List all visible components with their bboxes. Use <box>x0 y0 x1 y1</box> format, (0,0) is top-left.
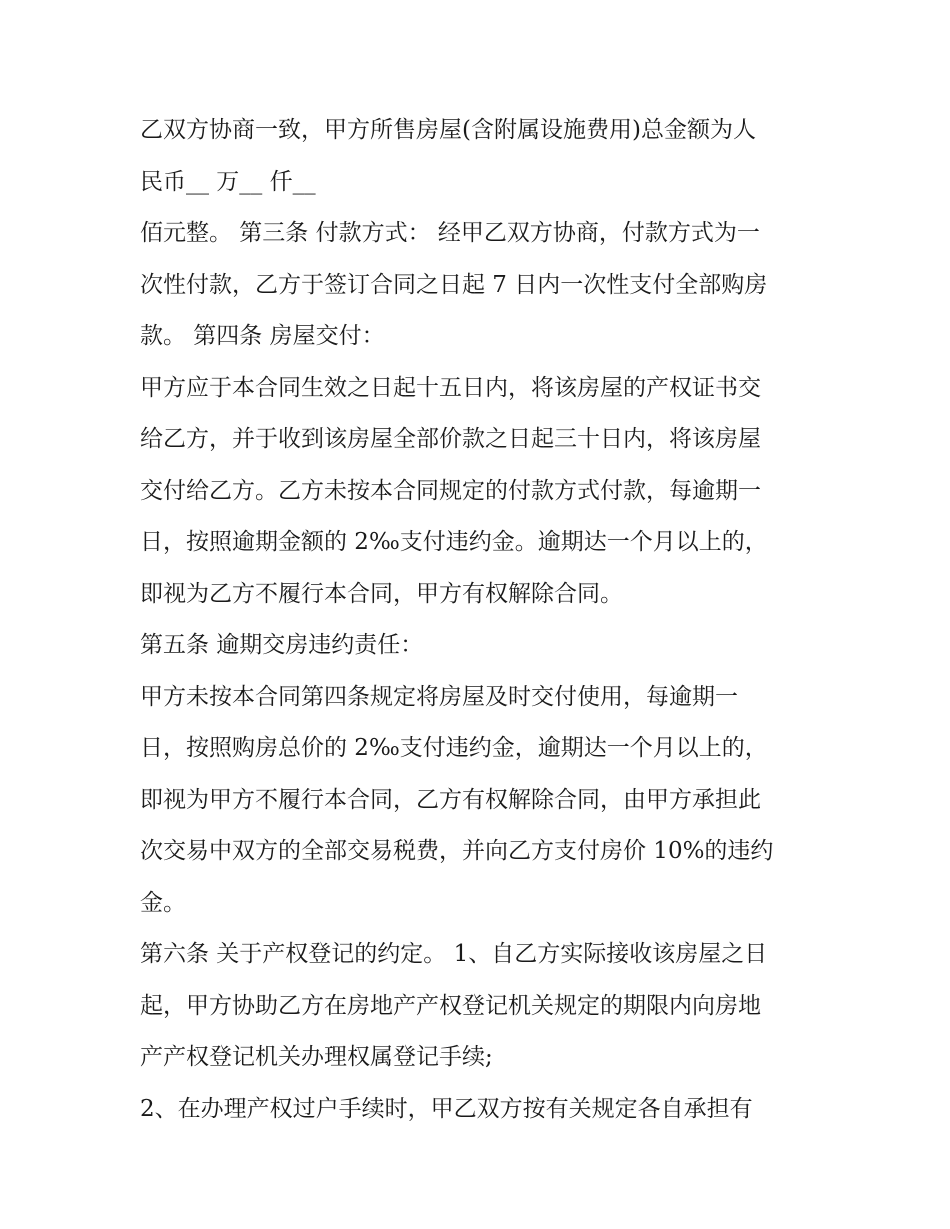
text-line: 甲方应于本合同生效之日起十五日内，将该房屋的产权证书交 <box>140 374 761 401</box>
contract-text <box>140 105 840 1135</box>
text-line: 2、在办理产权过户手续时，甲乙双方按有关规定各自承担有 <box>140 1095 753 1122</box>
text-line: 日，按照购房总价的 2‰支付违约金，逾期达一个月以上的， <box>140 735 768 761</box>
text-line: 交付给乙方。乙方未按本合同规定的付款方式付款，每逾期一 <box>140 477 761 504</box>
text-line: 日，按照逾期金额的 2‰支付违约金。逾期达一个月以上的， <box>140 529 768 555</box>
text-line: 给乙方，并于收到该房屋全部价款之日起三十日内，将该房屋 <box>140 426 761 452</box>
text-line: 金。 <box>140 889 186 916</box>
text-line: 第五条 逾期交房违约责任： <box>140 632 424 658</box>
text-line: 第六条 关于产权登记的约定。 1、自乙方实际接收该房屋之日 <box>140 941 768 967</box>
text-line: 即视为甲方不履行本合同，乙方有权解除合同，由甲方承担此 <box>140 786 761 813</box>
text-line: 次性付款，乙方于签订合同之日起 7 日内一次性支付全部购房 <box>140 271 768 298</box>
text-line: 即视为乙方不履行本合同，甲方有权解除合同。 <box>140 580 623 607</box>
text-line: 起，甲方协助乙方在房地产产权登记机关规定的期限内向房地 <box>140 992 761 1019</box>
text-line: 乙双方协商一致，甲方所售房屋(含附属设施费用)总金额为人 <box>140 117 756 143</box>
text-line: 民币__ 万__ 仟__ <box>140 168 316 195</box>
text-line: 甲方未按本合同第四条规定将房屋及时交付使用，每逾期一 <box>140 683 738 710</box>
text-line: 款。 第四条 房屋交付： <box>140 323 385 349</box>
text-line: 佰元整。 第三条 付款方式： 经甲乙双方协商，付款方式为一 <box>140 220 760 246</box>
text-line: 次交易中双方的全部交易税费，并向乙方支付房价 10%的违约 <box>140 838 774 864</box>
text-line: 产产权登记机关办理权属登记手续; <box>140 1044 493 1070</box>
